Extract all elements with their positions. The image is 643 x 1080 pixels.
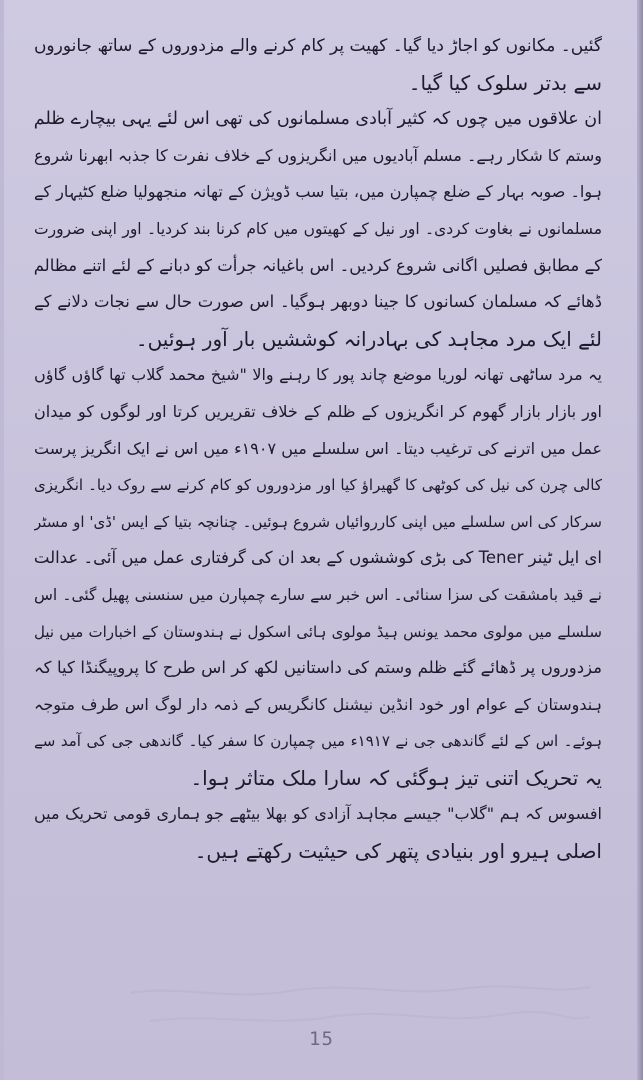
text-line: وستم کا شکار رہے۔ مسلم آبادیوں میں انگریزوں کے خلاف نفرت کا جذبہ ابھرنا شروع xyxy=(34,145,602,165)
text-line: ڈھائے کہ مسلمان کسانوں کا جینا دوبھر ہوگیا۔ اس صورت حال سے نجات دلانے کے xyxy=(34,292,602,312)
text-line: ہندوستان کے عوام اور خود انڈین نیشنل کانگریس کے ذمہ دار لوگ اس طرف متوجہ xyxy=(34,694,602,714)
text-line: لئے ایک مرد مجاہد کی بہادرانہ کوششیں بار آور ہوئیں۔ xyxy=(135,326,602,351)
text-line: گئیں۔ مکانوں کو اجاڑ دیا گیا۔ کھیت پر کام کرنے والے مزدوروں کے ساتھ جانوروں xyxy=(34,36,602,56)
text-line: اور بازار بازار گھوم کر انگریزوں کے ظلم کے خلاف تقریریں کرتا اور لوگوں کو میدان xyxy=(34,401,602,421)
text-line: ہوئے۔ اس کے لئے گاندھی جی نے ۱۹۱۷ء میں چمپارن کا سفر کیا۔ گاندھی جی کی آمد سے xyxy=(34,732,602,751)
urdu-text-body xyxy=(34,28,602,870)
text-line: کے مطابق فصلیں اگانی شروع کردیں۔ اس باغیانہ جرأت کو دبانے کے لئے اتنے مظالم xyxy=(34,255,602,275)
text-line: سے بدتر سلوک کیا گیا۔ xyxy=(408,70,602,95)
page-right-edge xyxy=(637,0,643,1080)
text-line: عمل میں اترنے کی ترغیب دیتا۔ اس سلسلے میں ۱۹۰۷ء میں اس نے ایک انگریز پرست xyxy=(34,438,602,458)
text-line: مسلمانوں نے بغاوت کردی۔ اور نیل کے کھیتوں میں کام کرنا بند کردیا۔ اور اپنی ضرورت xyxy=(34,219,602,238)
text-line: یہ مرد ساٹھی تھانہ لوریا موضع چاند پور کا رہنے والا "شیخ محمد گلاب تھا گاؤں گاؤں xyxy=(34,365,602,385)
text-line: ان علاقوں میں چوں کہ کثیر آبادی مسلمانوں کی تھی اس لئے یہی بیچارے ظلم xyxy=(34,109,602,130)
show-through-strokes xyxy=(120,975,600,1035)
text-line: اصلی ہیرو اور بنیادی پتھر کی حیثیت رکھتے ہیں۔ xyxy=(194,839,602,864)
text-line: مزدوروں پر ڈھائے گئے ظلم وستم کی داستانیں لکھ کر اس طرح کا پروپیگنڈا کیا کہ xyxy=(34,658,602,678)
text-line: سلسلے میں مولوی محمد یونس ہیڈ مولوی ہائی اسکول نے ہندوستان کے اخبارات میں نیل xyxy=(34,622,602,641)
text-line: یہ تحریک اتنی تیز ہوگئی کہ سارا ملک متاثر ہوا۔ xyxy=(190,765,602,790)
text-line: ای ایل ٹینر Tener کی بڑی کوششوں کے بعد ان کی گرفتاری عمل میں آئی۔ عدالت xyxy=(34,548,602,568)
text-line: افسوس کہ ہم "گلاب" جیسے مجاہد آزادی کو بھلا بیٹھے جو ہماری قومی تحریک میں xyxy=(34,804,602,824)
text-line: سرکار کی اس سلسلے میں اپنی کارروائیاں شروع ہوئیں۔ چنانچہ بتیا کے ایس 'ڈی' او مسٹر xyxy=(34,512,602,531)
text-line: نے قید بامشقت کی سزا سنائی۔ اس خبر سے سارے چمپارن میں سنسنی پھیل گئی۔ اس xyxy=(34,585,602,604)
page-number: 15 xyxy=(309,1028,334,1050)
text-line: ہوا۔ صوبہ بہار کے ضلع چمپارن میں، بتیا سب ڈویژن کے تھانہ منجھولیا ضلع کٹیہار کے xyxy=(34,182,602,202)
page-left-edge xyxy=(0,0,4,1080)
text-line: کالی چرن کی نیل کی کوٹھی کا گھیراؤ کیا اور مزدوروں کو کام کرنے سے روک دیا۔ انگریزی xyxy=(34,476,602,495)
